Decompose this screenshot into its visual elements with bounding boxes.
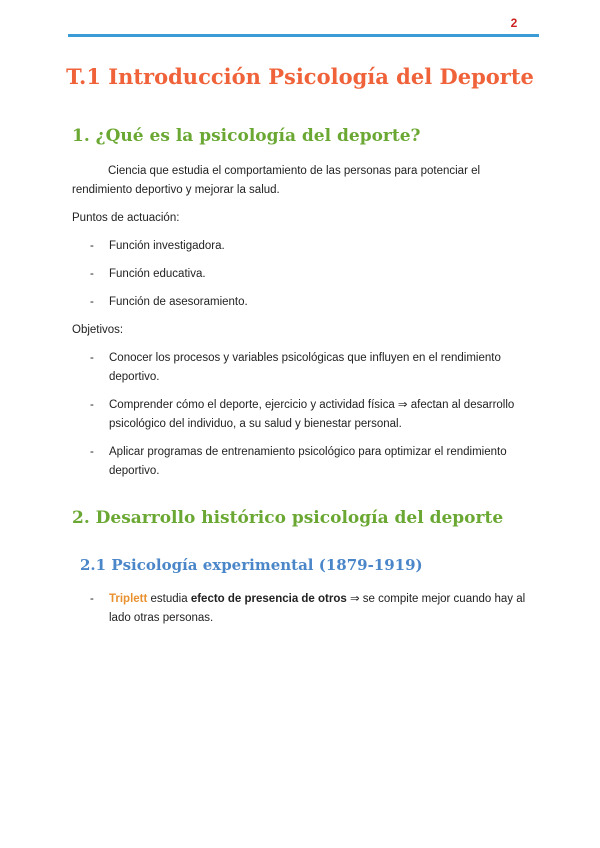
- actuation-label: Puntos de actuación:: [72, 212, 180, 224]
- list-item-text: Aplicar programas de entrenamiento psicológico para optimizar el rendimiento deportivo.: [109, 446, 507, 477]
- section-2-heading: 2. Desarrollo histórico psicología del deporte: [72, 508, 504, 528]
- subsection-2-1-heading: 2.1 Psicología experimental (1879-1919): [80, 556, 423, 574]
- author-name: Triplett: [109, 593, 148, 605]
- bullet-dash: -: [90, 240, 94, 252]
- bullet-dash: -: [90, 352, 94, 364]
- section-1-heading: 1. ¿Qué es la psicología del deporte?: [72, 126, 421, 146]
- bullet-dash: -: [90, 268, 94, 280]
- list-item: [90, 443, 530, 481]
- item-verb: estudia: [147, 593, 191, 605]
- list-item-text: Conocer los procesos y variables psicológicas que influyen en el rendimiento deportivo.: [109, 352, 501, 383]
- definition-paragraph: Ciencia que estudia el comportamiento de las personas para potenciar el rendimiento deportivo y mejorar la salud.: [72, 165, 481, 196]
- bullet-dash: -: [90, 593, 94, 605]
- list-item: [90, 349, 530, 387]
- list-item-text: Función educativa.: [109, 268, 206, 280]
- list-item: [90, 396, 530, 434]
- header-rule: [68, 34, 539, 37]
- list-item: [90, 265, 530, 284]
- item-concept: efecto de presencia de otros: [190, 593, 347, 605]
- bullet-dash: -: [90, 399, 94, 411]
- list-item: [90, 590, 530, 628]
- list-item-text: Función de asesoramiento.: [109, 296, 248, 308]
- list-item: [90, 293, 530, 312]
- list-item-text: [109, 590, 530, 628]
- list-item-text: Función investigadora.: [109, 240, 225, 252]
- list-item: [90, 237, 530, 256]
- document-title: T.1 Introducción Psicología del Deporte: [66, 64, 534, 89]
- bullet-dash: -: [90, 446, 94, 458]
- item-rest: ⇒ se compite mejor cuando hay al lado otras personas.: [109, 593, 526, 624]
- objectives-label: Objetivos:: [72, 324, 124, 336]
- bullet-dash: -: [90, 296, 94, 308]
- list-item-text: Comprender cómo el deporte, ejercicio y actividad física ⇒ afectan al desarrollo psicológico del individuo, a su salud y bienestar personal.: [109, 399, 515, 430]
- page-number: 2: [510, 16, 518, 30]
